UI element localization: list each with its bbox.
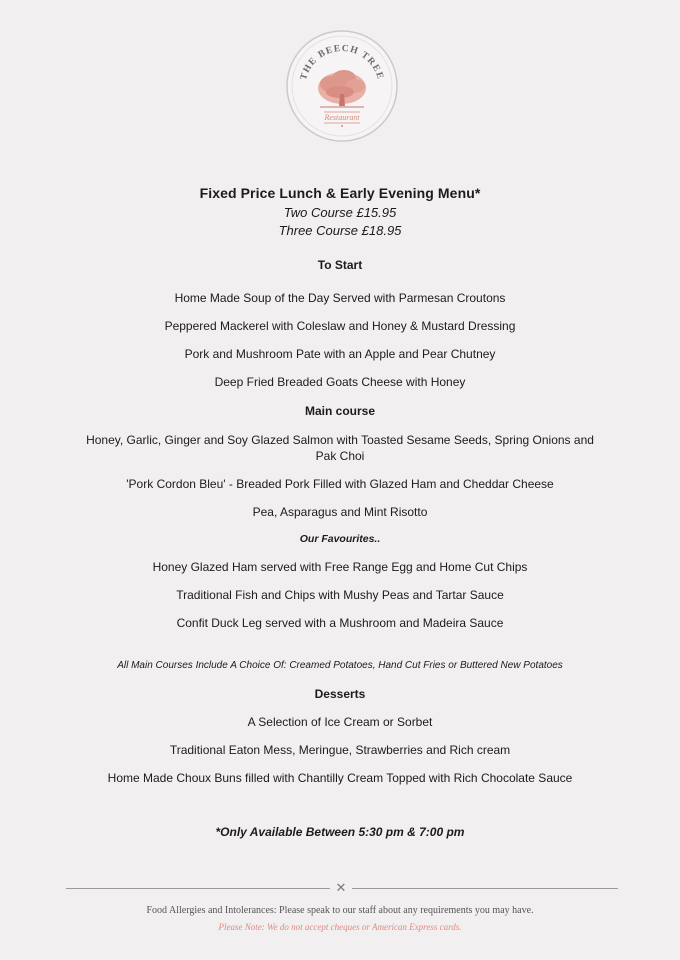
menu-item: Peppered Mackerel with Coleslaw and Honey & Mustard Dressing: [164, 319, 516, 333]
menu-item: Home Made Soup of the Day Served with Parmesan Croutons: [174, 291, 506, 305]
price-two-course: Two Course £15.95: [283, 205, 397, 220]
cross-icon: ✕: [335, 880, 347, 895]
payment-note: Please Note: We do not accept cheques or American Express cards.: [218, 922, 462, 932]
menu-item: Confit Duck Leg served with a Mushroom and Madeira Sauce: [176, 616, 504, 630]
menu-item: 'Pork Cordon Bleu' - Breaded Pork Filled with Glazed Ham and Cheddar Cheese: [126, 477, 554, 491]
menu-item: Deep Fried Breaded Goats Cheese with Honey: [214, 375, 466, 389]
menu-item: Honey, Garlic, Ginger and Soy Glazed Salmon with Toasted Sesame Seeds, Spring Onions and Pak Choi: [86, 433, 594, 463]
allergies-note: Food Allergies and Intolerances: Please speak to our staff about any requirements you may have.: [146, 905, 534, 916]
logo-seal: [284, 28, 400, 144]
section-heading-desserts: Desserts: [314, 687, 366, 701]
footer-divider-left: [66, 888, 330, 889]
availability-note: *Only Available Between 5:30 pm & 7:00 pm: [215, 825, 465, 839]
menu-item: Traditional Fish and Chips with Mushy Peas and Tartar Sauce: [176, 588, 504, 602]
mains-side-note: All Main Courses Include A Choice Of: Creamed Potatoes, Hand Cut Fries or Buttered New Potatoes: [117, 660, 563, 671]
menu-item: Traditional Eaton Mess, Meringue, Strawberries and Rich cream: [169, 743, 511, 757]
logo-subtitle: Restaurant: [324, 113, 360, 122]
menu-item: Honey Glazed Ham served with Free Range Egg and Home Cut Chips: [152, 560, 528, 574]
section-heading-starters: To Start: [317, 258, 363, 272]
menu-item: Home Made Choux Buns filled with Chantilly Cream Topped with Rich Chocolate Sauce: [107, 771, 573, 785]
price-three-course: Three Course £18.95: [278, 223, 402, 238]
logo-name: THE BEECH TREE: [298, 43, 386, 82]
restaurant-logo: [284, 28, 400, 144]
menu-item: Pork and Mushroom Pate with an Apple and Pear Chutney: [184, 347, 496, 361]
menu-title: Fixed Price Lunch & Early Evening Menu*: [199, 185, 481, 201]
section-heading-mains: Main course: [304, 404, 376, 418]
section-heading-favourites: Our Favourites..: [299, 533, 381, 545]
footer-divider-right: [352, 888, 618, 889]
menu-item: Pea, Asparagus and Mint Risotto: [252, 505, 428, 519]
menu-item: A Selection of Ice Cream or Sorbet: [247, 715, 433, 729]
